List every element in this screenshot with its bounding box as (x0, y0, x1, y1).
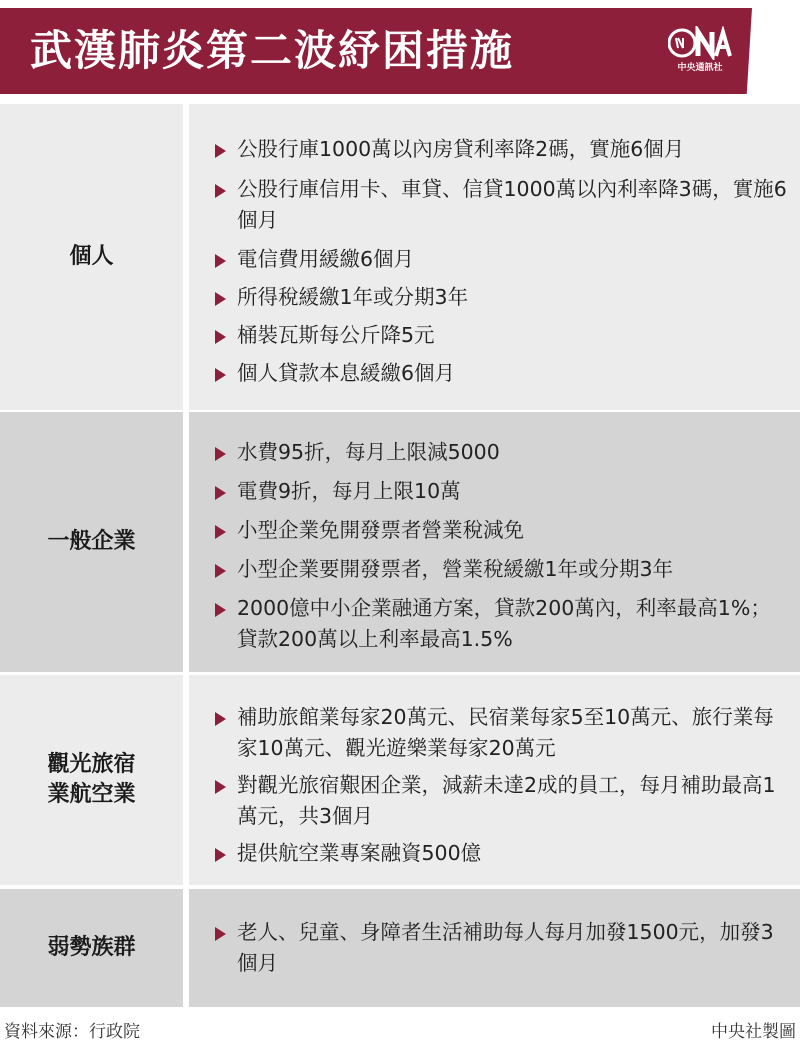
triangle-right-icon (215, 368, 226, 382)
triangle-right-icon (215, 447, 226, 461)
item-list (189, 412, 800, 672)
list-item: 補助旅館業每家20萬元、民宿業每家5至10萬元、旅行業每家10萬元、觀光遊樂業每家20萬元 (215, 702, 788, 764)
section-general-enterprise (0, 412, 800, 672)
item-list (189, 675, 800, 885)
credit-note: 中央社製圖 (711, 1022, 796, 1042)
list-item: 提供航空業專案融資500億 (215, 838, 788, 869)
list-item: 電費9折，每月上限10萬 (215, 476, 788, 507)
list-item: 桶裝瓦斯每公斤降5元 (215, 320, 788, 351)
item-list (189, 104, 800, 410)
list-item: 2000億中小企業融通方案，貸款200萬內，利率最高1%；貸款200萬以上利率最高1.5% (215, 593, 788, 655)
triangle-right-icon (215, 603, 226, 617)
item-list (189, 889, 800, 1007)
triangle-right-icon (215, 144, 226, 158)
triangle-right-icon (215, 292, 226, 306)
category-label: 觀光旅宿業航空業 (0, 675, 183, 885)
list-item: 個人貸款本息緩繳6個月 (215, 358, 788, 389)
category-label: 弱勢族群 (0, 889, 183, 1007)
list-item: 對觀光旅宿艱困企業，減薪未達2成的員工，每月補助最高1萬元，共3個月 (215, 770, 788, 832)
list-item: 公股行庫信用卡、車貸、信貸1000萬以內利率降3碼，實施6個月 (215, 174, 788, 236)
category-label: 個人 (0, 104, 183, 410)
triangle-right-icon (215, 712, 226, 726)
triangle-right-icon (215, 330, 226, 344)
list-item: 所得稅緩繳1年或分期3年 (215, 282, 788, 313)
triangle-right-icon (215, 525, 226, 539)
cna-logo-icon (668, 26, 732, 60)
triangle-right-icon (215, 486, 226, 500)
triangle-right-icon (215, 254, 226, 268)
list-item: 小型企業要開發票者，營業稅緩繳1年或分期3年 (215, 554, 788, 585)
triangle-right-icon (215, 927, 226, 941)
list-item: 電信費用緩繳6個月 (215, 244, 788, 275)
triangle-right-icon (215, 780, 226, 794)
list-item: 公股行庫1000萬以內房貸利率降2碼，實施6個月 (215, 134, 788, 165)
triangle-right-icon (215, 848, 226, 862)
list-item: 小型企業免開發票者營業稅減免 (215, 515, 788, 546)
section-individual (0, 104, 800, 410)
cna-logo (668, 26, 732, 74)
triangle-right-icon (215, 564, 226, 578)
section-tourism-aviation (0, 675, 800, 885)
source-note: 資料來源：行政院 (4, 1022, 140, 1042)
list-item: 老人、兒童、身障者生活補助每人每月加發1500元，加發3個月 (215, 917, 788, 979)
section-vulnerable-groups (0, 889, 800, 1007)
list-item: 水費95折，每月上限減5000 (215, 437, 788, 468)
category-label: 一般企業 (0, 412, 183, 672)
page-title: 武漢肺炎第二波紓困措施 (30, 26, 515, 75)
logo-agency-name: 中央通訊社 (677, 63, 723, 73)
triangle-right-icon (215, 184, 226, 198)
